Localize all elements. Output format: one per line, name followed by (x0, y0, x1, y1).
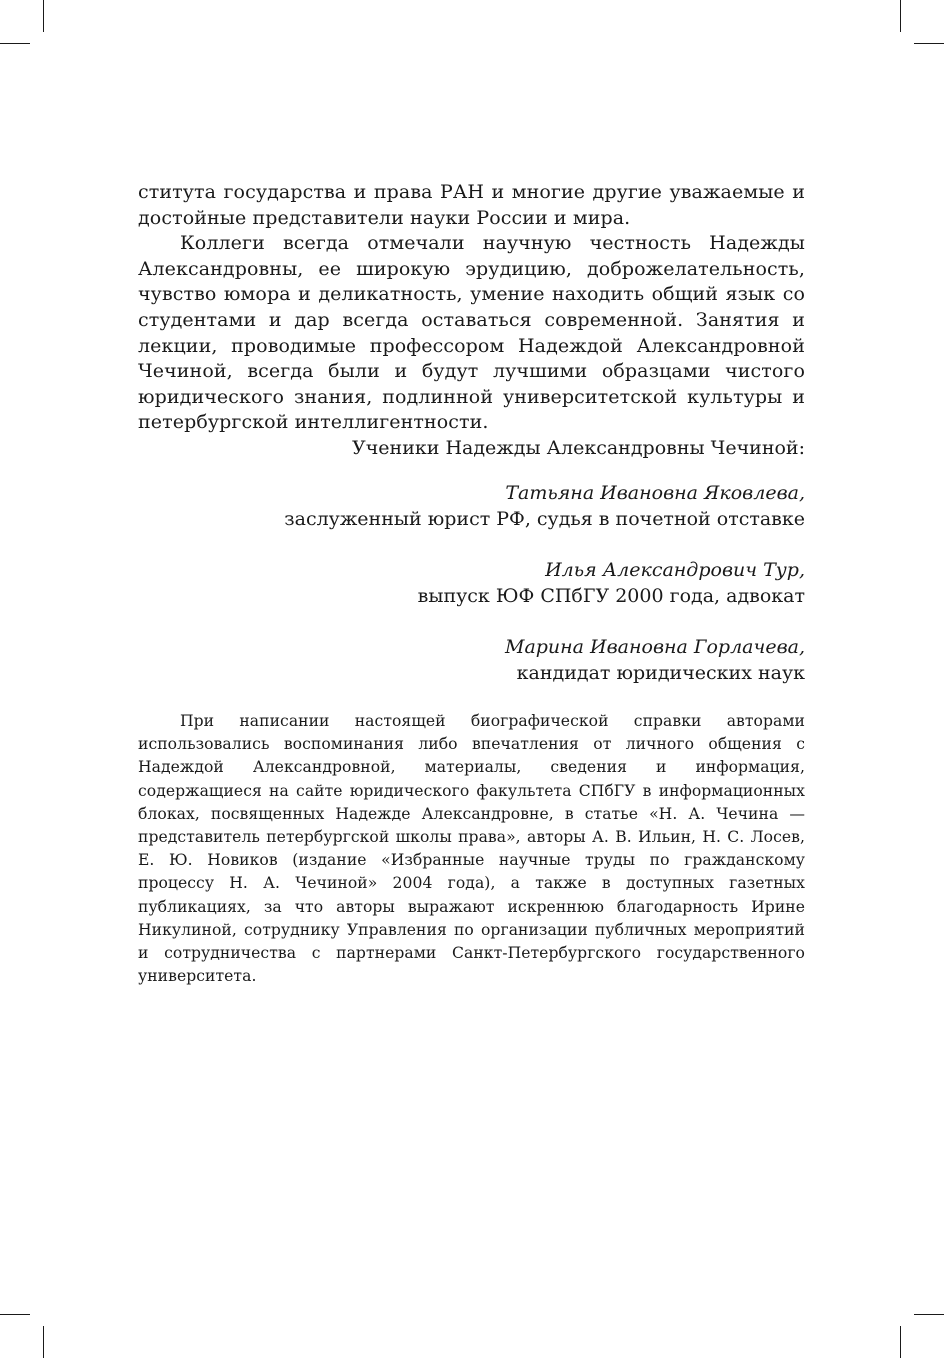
crop-mark-bottom-right-vertical (900, 1326, 901, 1358)
crop-mark-bottom-left-vertical (43, 1326, 44, 1358)
paragraph-colleagues: Коллеги всегда отмечали научную честность Надежды Александровны, ее широкую эрудицию, доброжелательность, чувство юмора и деликатность, умение находить общий язык со студентами и дар всегда оставаться современной. Занятия и лекции, проводимые профессором Надеждой Александровной Чечиной, всегда были и будут лучшими образцами чистого юридического знания, подлинной университетской культуры и петербургской интеллигентности. (138, 232, 805, 434)
author-name: Татьяна Ивановна Яковлева, (505, 482, 805, 504)
crop-mark-top-left-vertical (43, 0, 44, 32)
crop-mark-bottom-left-horizontal (0, 1314, 30, 1315)
signature-block (138, 635, 805, 686)
signature-block (138, 481, 805, 532)
paragraph-continuation: ститута государства и права РАН и многие другие уважаемые и достойные представители науки России и мира. (138, 181, 805, 229)
author-role: заслуженный юрист РФ, судья в почетной отставке (284, 507, 805, 530)
crop-mark-top-right-vertical (900, 0, 901, 32)
author-name: Илья Александрович Тур, (545, 559, 805, 581)
crop-mark-bottom-right-horizontal (914, 1314, 944, 1315)
acknowledgement-note (138, 710, 805, 988)
crop-mark-top-right-horizontal (914, 43, 944, 44)
signatures-heading: Ученики Надежды Александровны Чечиной: (352, 437, 805, 459)
author-name: Марина Ивановна Горлачева, (504, 636, 805, 658)
author-role: кандидат юридических наук (516, 661, 805, 684)
crop-mark-top-left-horizontal (0, 43, 30, 44)
signature-block (138, 558, 805, 609)
author-role: выпуск ЮФ СПбГУ 2000 года, адвокат (417, 584, 805, 607)
acknowledgement-text: При написании настоящей биографической справки авторами использовались воспоминания либо впечатления от личного общения с Надеждой Александровной, материалы, сведения и информация, содержащиеся на сайте юридического факультета СПбГУ в информационных блоках, посвященных Надежде Александровне, в статье «Н. А. Чечина — представитель петербургской школы права», авторы А. В. Ильин, Н. С. Лосев, Е. Ю. Новиков (издание «Избранные научные труды по гражданскому процессу Н. А. Чечиной» 2004 года), а также в доступных газетных публикациях, за что авторы выражают искреннюю благодарность Ирине Никулиной, сотруднику Управления по организации публичных мероприятий и сотрудничества с партнерами Санкт-Петербургского государственного университета. (138, 712, 805, 986)
main-text (138, 180, 805, 436)
